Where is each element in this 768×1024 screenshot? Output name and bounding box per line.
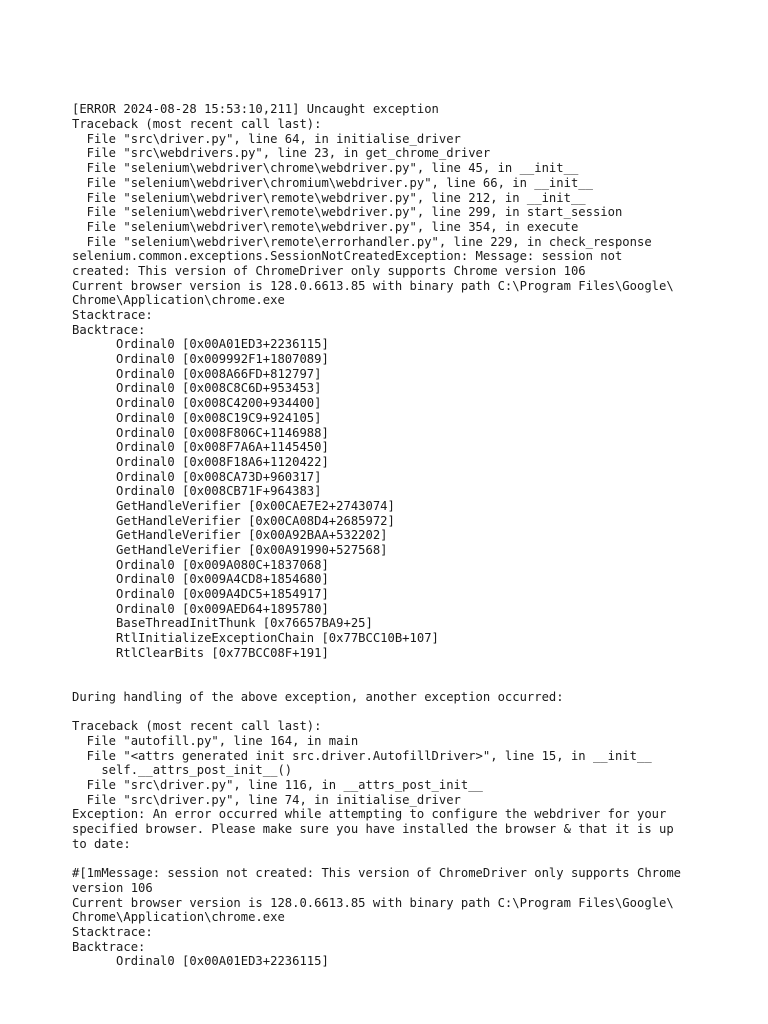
log-line: File "src\driver.py", line 64, in initialise_driver — [72, 131, 461, 146]
log-line: File "src\webdrivers.py", line 23, in get_chrome_driver — [72, 146, 491, 161]
log-line: GetHandleVerifier [0x00CA08D4+2685972] — [72, 513, 395, 528]
log-line: Ordinal0 [0x008A66FD+812797] — [72, 366, 322, 381]
log-line: BaseThreadInitThunk [0x76657BA9+25] — [72, 616, 373, 631]
log-line: Current browser version is 128.0.6613.85 with binary path C:\Program Files\Google\ — [72, 278, 674, 293]
log-line: to date: — [72, 836, 131, 851]
log-line: [ERROR 2024-08-28 15:53:10,211] Uncaught exception — [72, 102, 439, 117]
log-line: Ordinal0 [0x009A4CD8+1854680] — [72, 572, 329, 587]
log-line: File "selenium\webdriver\remote\errorhandler.py", line 229, in check_response — [72, 234, 652, 249]
log-line: Chrome\Application\chrome.exe — [72, 910, 285, 925]
log-line: Ordinal0 [0x009A4DC5+1854917] — [72, 587, 329, 602]
log-line: File "selenium\webdriver\remote\webdriver.py", line 354, in execute — [72, 219, 579, 234]
log-line: Backtrace: — [72, 939, 146, 954]
log-line: Ordinal0 [0x009992F1+1807089] — [72, 352, 329, 367]
log-line: File "selenium\webdriver\chromium\webdriver.py", line 66, in __init__ — [72, 175, 593, 190]
log-line: RtlClearBits [0x77BCC08F+191] — [72, 645, 329, 660]
log-line: Ordinal0 [0x008C8C6D+953453] — [72, 381, 322, 396]
log-line: Ordinal0 [0x009AED64+1895780] — [72, 601, 329, 616]
log-line: specified browser. Please make sure you have installed the browser & that it is up — [72, 822, 674, 837]
log-line: version 106 — [72, 880, 153, 895]
log-line: During handling of the above exception, another exception occurred: — [72, 689, 564, 704]
log-line: Stacktrace: — [72, 308, 153, 323]
log-line: selenium.common.exceptions.SessionNotCreatedException: Message: session not — [72, 249, 623, 264]
document-page — [72, 73, 712, 984]
log-line: Ordinal0 [0x008F18A6+1120422] — [72, 454, 329, 469]
log-line: File "selenium\webdriver\remote\webdriver.py", line 212, in __init__ — [72, 190, 586, 205]
blank-line — [72, 705, 712, 720]
log-line: Traceback (most recent call last): — [72, 719, 322, 734]
log-line: Ordinal0 [0x008C19C9+924105] — [72, 410, 322, 425]
log-line: Current browser version is 128.0.6613.85 with binary path C:\Program Files\Google\ — [72, 895, 674, 910]
log-line: File "src\driver.py", line 116, in __attrs_post_init__ — [72, 778, 483, 793]
log-line: self.__attrs_post_init__() — [72, 763, 293, 778]
log-line: File "<attrs generated init src.driver.AutofillDriver>", line 15, in __init__ — [72, 748, 652, 763]
log-line: Stacktrace: — [72, 924, 153, 939]
log-line: File "src\driver.py", line 74, in initialise_driver — [72, 792, 461, 807]
log-line: Ordinal0 [0x00A01ED3+2236115] — [72, 337, 329, 352]
log-line: Exception: An error occurred while attempting to configure the webdriver for your — [72, 807, 667, 822]
log-line: Ordinal0 [0x008CB71F+964383] — [72, 484, 322, 499]
log-line: created: This version of ChromeDriver only supports Chrome version 106 — [72, 263, 586, 278]
log-line: File "autofill.py", line 164, in main — [72, 733, 359, 748]
log-line: File "selenium\webdriver\remote\webdriver.py", line 299, in start_session — [72, 205, 623, 220]
log-line: Traceback (most recent call last): — [72, 117, 322, 132]
log-line: Ordinal0 [0x00A01ED3+2236115] — [72, 954, 329, 969]
log-text — [72, 102, 712, 969]
log-line: Backtrace: — [72, 322, 146, 337]
log-line: RtlInitializeExceptionChain [0x77BCC10B+107] — [72, 631, 439, 646]
blank-line — [72, 851, 712, 866]
log-line: Chrome\Application\chrome.exe — [72, 293, 285, 308]
log-line: GetHandleVerifier [0x00CAE7E2+2743074] — [72, 498, 395, 513]
log-line: File "selenium\webdriver\chrome\webdriver.py", line 45, in __init__ — [72, 161, 579, 176]
blank-line — [72, 661, 712, 676]
log-line: #[1mMessage: session not created: This version of ChromeDriver only supports Chrome — [72, 866, 682, 881]
log-line: Ordinal0 [0x008F7A6A+1145450] — [72, 440, 329, 455]
log-line: Ordinal0 [0x009A080C+1837068] — [72, 557, 329, 572]
log-line: GetHandleVerifier [0x00A91990+527568] — [72, 543, 388, 558]
blank-line — [72, 675, 712, 690]
log-line: GetHandleVerifier [0x00A92BAA+532202] — [72, 528, 388, 543]
log-line: Ordinal0 [0x008F806C+1146988] — [72, 425, 329, 440]
log-line: Ordinal0 [0x008C4200+934400] — [72, 396, 322, 411]
log-line: Ordinal0 [0x008CA73D+960317] — [72, 469, 322, 484]
